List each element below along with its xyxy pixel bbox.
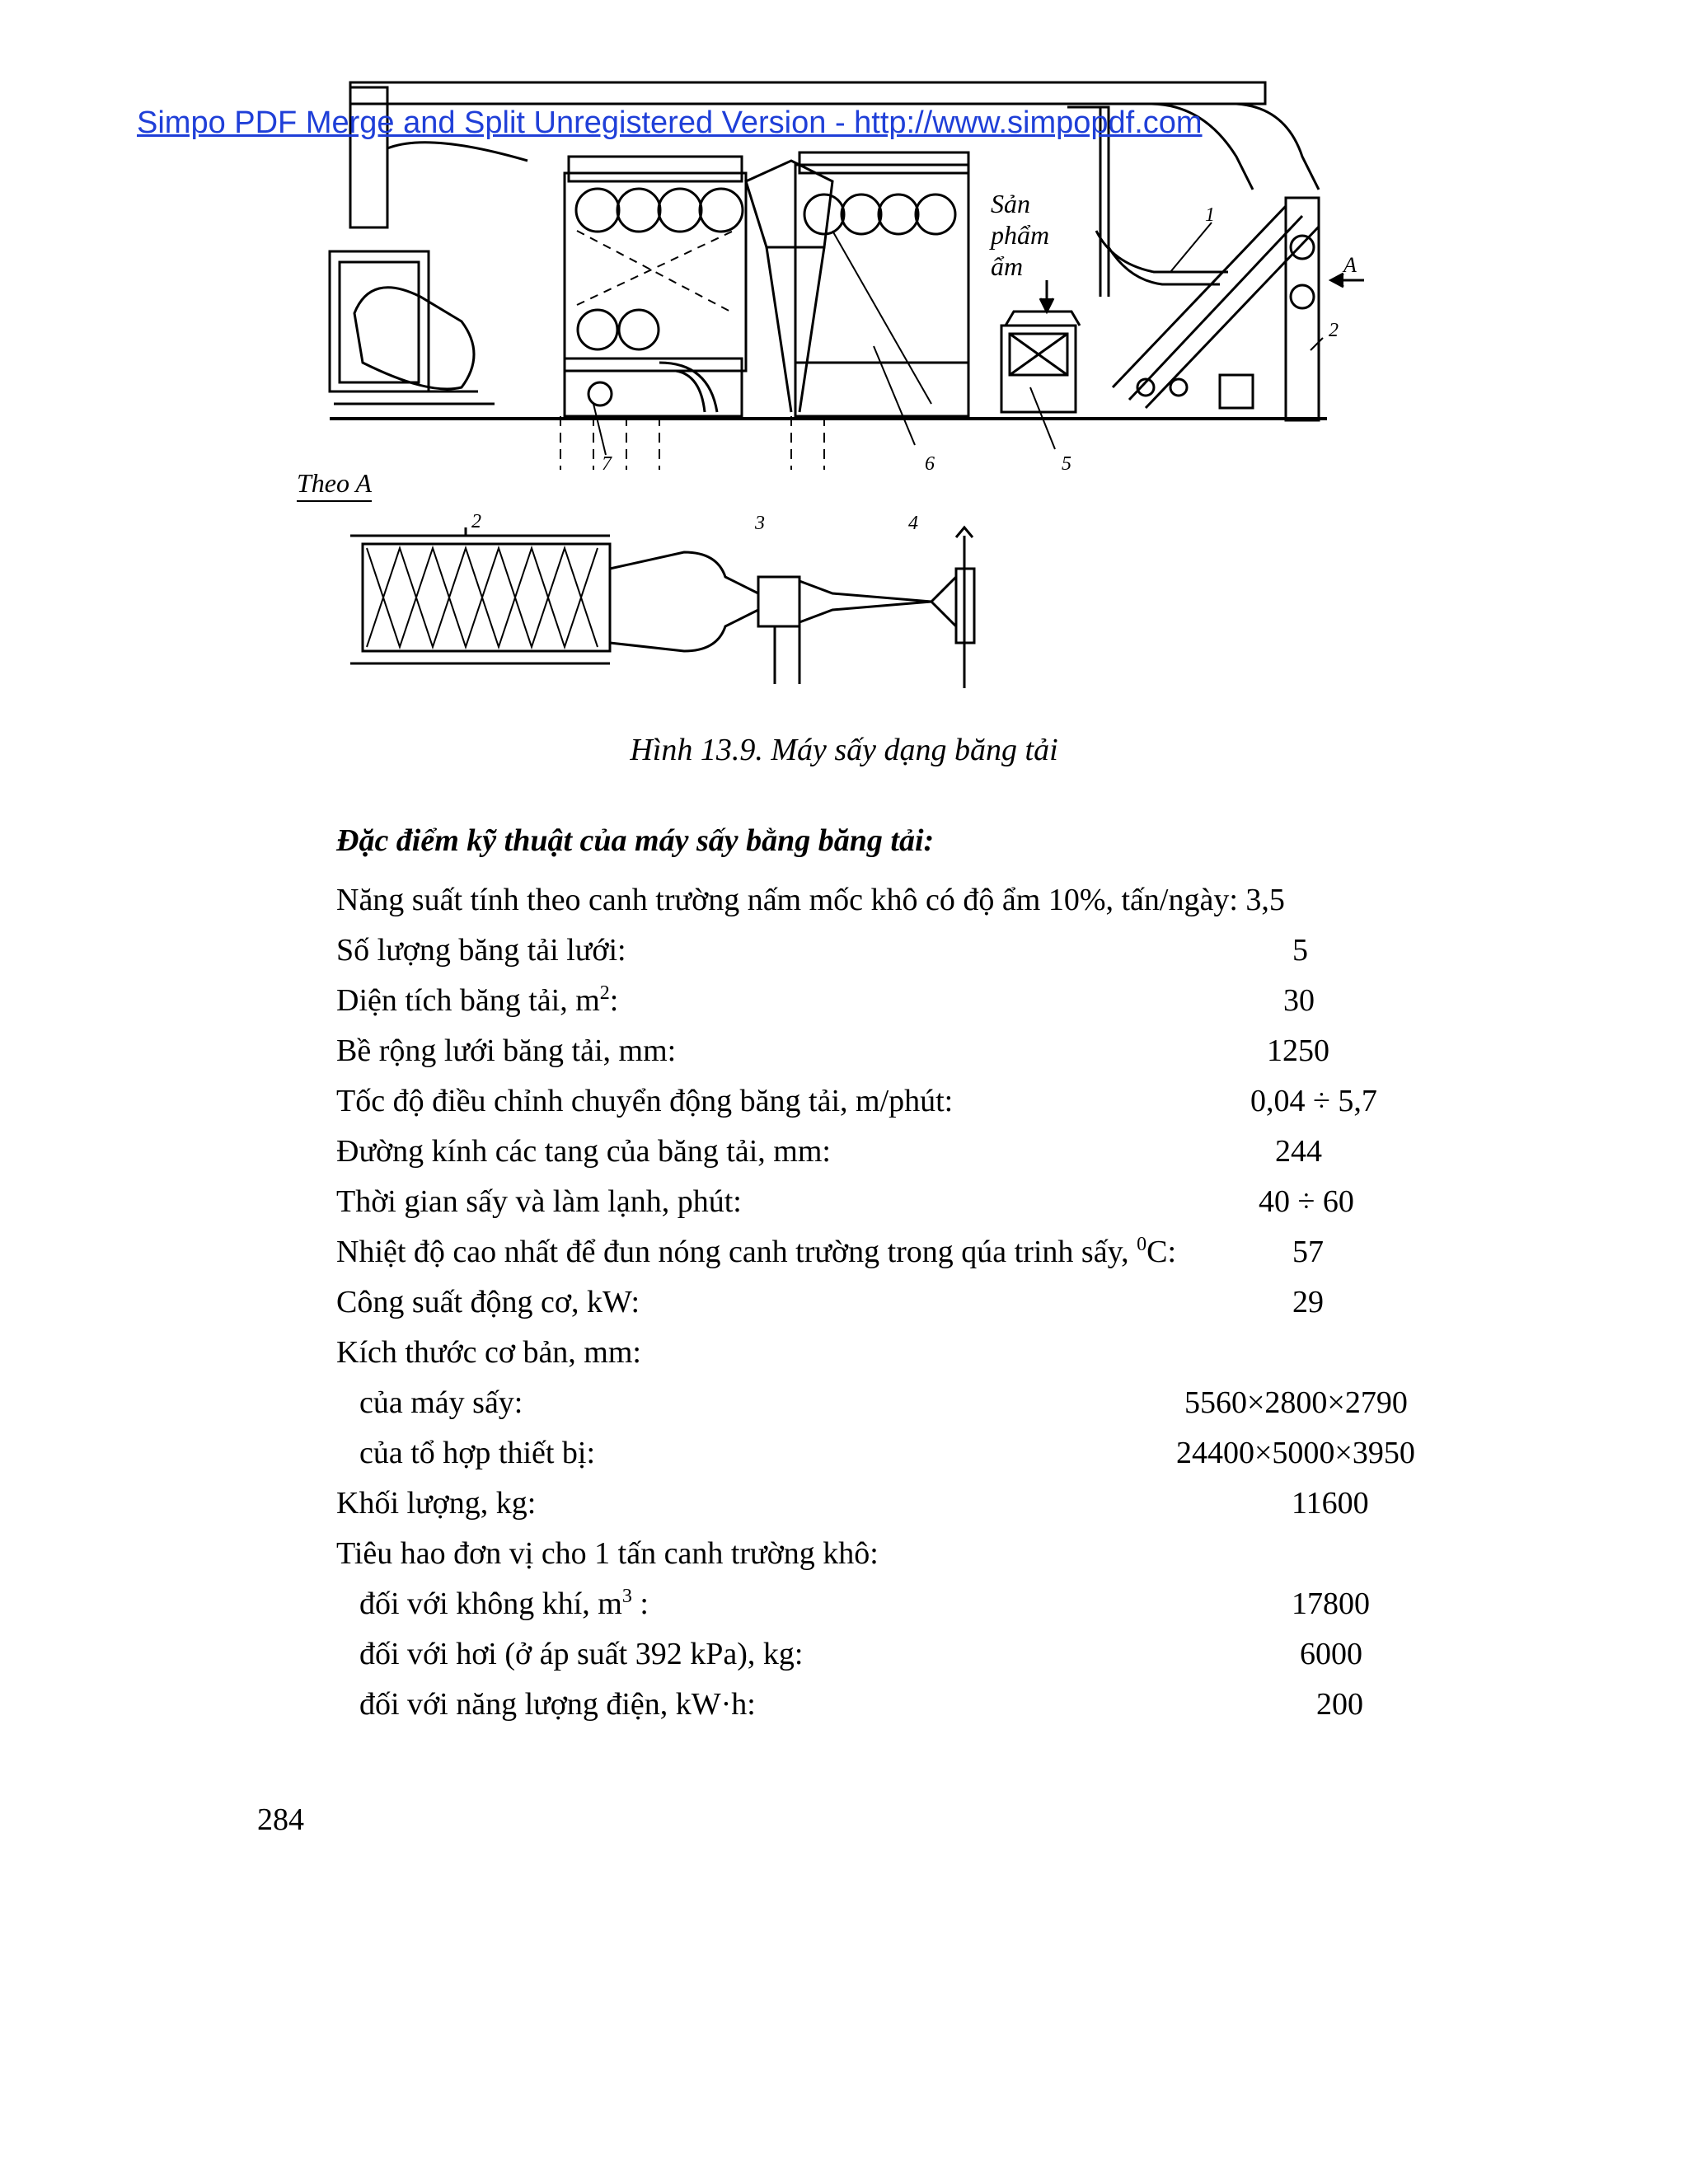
spec-value-assembly-dimensions: 24400×5000×3950 <box>1176 1436 1415 1470</box>
fan-housing <box>330 251 495 404</box>
part-number-3: 3 <box>755 513 765 534</box>
spec-row-electricity-consumption: đối với năng lượng điện, kW·h: <box>359 1687 756 1722</box>
spec-value-electricity-consumption: 200 <box>1316 1687 1363 1722</box>
lower-section <box>565 359 742 416</box>
moist-product-label-line2: phẩm <box>991 220 1050 250</box>
view-label: Theo A <box>297 468 372 502</box>
figure-caption: Hình 13.9. Máy sấy dạng băng tải <box>630 733 1058 767</box>
part-number-6: 6 <box>925 453 935 475</box>
pdf-watermark: Simpo PDF Merge and Split Unregistered Version - http://www.simpopdf.com <box>137 105 1203 140</box>
spec-row-air-consumption: đối với không khí, $m^3$ : <box>359 1586 649 1621</box>
spec-value-mass: 11600 <box>1292 1486 1369 1521</box>
spec-row-mass: Khối lượng, kg: <box>336 1486 537 1521</box>
spec-row-consumption: Tiêu hao đơn vị cho 1 tấn canh trường khô: <box>336 1536 879 1571</box>
spec-value-motor-power: 29 <box>1292 1285 1324 1319</box>
spec-row-drying-time: Thời gian sấy và làm lạnh, phút: <box>336 1184 742 1219</box>
spec-value-drying-time: 40 ÷ 60 <box>1259 1184 1354 1219</box>
spec-row-capacity: Năng suất tính theo canh trường nấm mốc khô có độ ẩm 10%, tấn/ngày: 3,5 <box>336 883 1285 917</box>
floor-pipes <box>560 416 824 470</box>
spec-value-dryer-dimensions: 5560×2800×2790 <box>1184 1385 1408 1420</box>
spec-value-drum-diameter: 244 <box>1275 1134 1322 1169</box>
part-number-4: 4 <box>908 513 918 534</box>
inclined-conveyor <box>1113 198 1319 420</box>
spec-value-max-temperature: 57 <box>1292 1235 1324 1269</box>
spec-row-drum-diameter: Đường kính các tang của băng tải, mm: <box>336 1134 831 1169</box>
spec-value-belt-count: 5 <box>1292 933 1308 968</box>
spec-row-dryer-dimensions: của máy sấy: <box>359 1385 523 1420</box>
spec-row-belt-area: Diện tích băng tải, $m^2$: <box>336 982 619 1018</box>
drying-chamber-left <box>565 157 746 371</box>
specs-heading: Đặc điểm kỹ thuật của máy sấy bằng băng tải: <box>336 823 935 858</box>
spec-value-steam-consumption: 6000 <box>1300 1637 1362 1671</box>
spec-row-assembly-dimensions: của tổ hợp thiết bị: <box>359 1436 596 1470</box>
feeder-unit <box>1001 280 1080 412</box>
spec-row-steam-consumption: đối với hơi (ở áp suất 392 kPa), kg: <box>359 1637 804 1671</box>
spec-value-belt-width: 1250 <box>1267 1033 1329 1068</box>
arrow-a-label: A <box>1343 253 1357 277</box>
spec-row-belt-speed: Tốc độ điều chỉnh chuyển động băng tải, m/phút: <box>336 1084 954 1118</box>
plan-view <box>350 527 974 688</box>
part-number-5: 5 <box>1062 453 1071 475</box>
spec-row-belt-width: Bề rộng lưới băng tải, mm: <box>336 1033 677 1068</box>
spec-value-air-consumption: 17800 <box>1292 1586 1370 1621</box>
spec-value-belt-speed: 0,04 ÷ 5,7 <box>1250 1084 1377 1118</box>
part-number-2-plan: 2 <box>471 511 481 532</box>
page-number: 284 <box>257 1802 304 1837</box>
central-hopper <box>746 161 832 412</box>
spec-row-dimensions: Kích thước cơ bản, mm: <box>336 1335 641 1370</box>
spec-row-max-temperature: Nhiệt độ cao nhất để đun nóng canh trường trong qúa trinh sấy, $^0$C: <box>336 1234 1177 1269</box>
part-number-2: 2 <box>1329 320 1339 341</box>
spec-value-belt-area: 30 <box>1283 983 1315 1018</box>
part-number-1: 1 <box>1205 204 1215 226</box>
moist-product-label-line1: Sản <box>991 189 1030 218</box>
spec-row-motor-power: Công suất động cơ, kW: <box>336 1285 640 1319</box>
moist-product-label-line3: ẩm <box>991 251 1024 281</box>
spec-row-belt-count: Số lượng băng tải lưới: <box>336 933 626 968</box>
drying-chamber-right <box>795 152 968 416</box>
part-number-7: 7 <box>602 453 612 475</box>
